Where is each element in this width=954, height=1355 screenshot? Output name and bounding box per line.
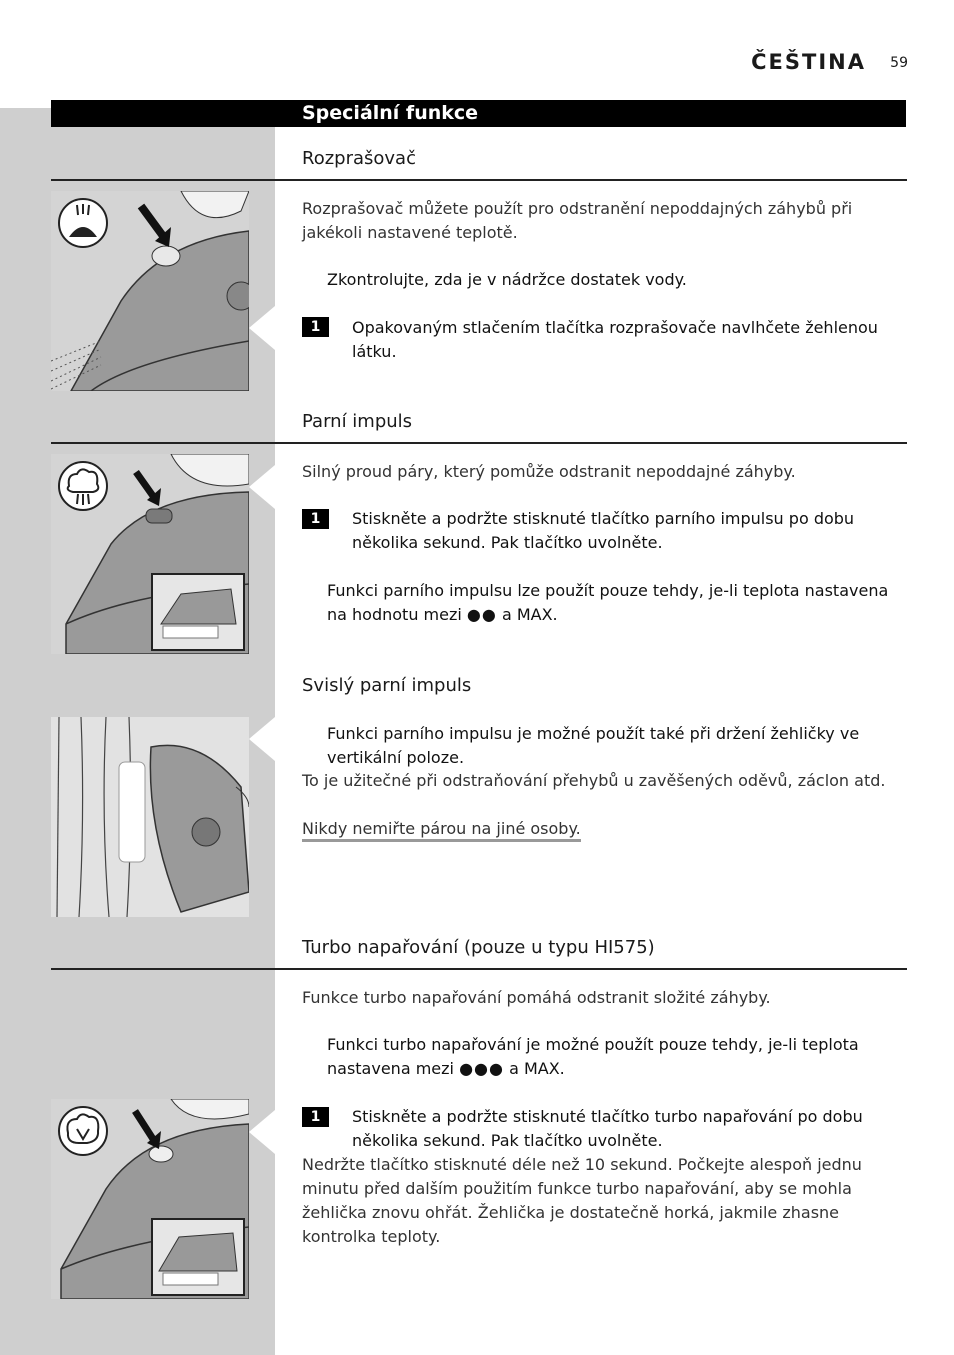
divider — [51, 968, 907, 970]
shot-of-steam-illustration — [51, 454, 249, 654]
shot-step: Stiskněte a podržte stisknuté tlačítko parního impulsu po dobu několika sekund. Pak tlačítko uvolněte. — [352, 509, 855, 552]
heading-turbo-steam: Turbo napařování (pouze u typu HI575) — [302, 937, 655, 958]
turbo-step: Stiskněte a podržte stisknuté tlačítko turbo napařování po dobu několika sekund. Pak tlačítko uvolněte. — [352, 1107, 863, 1150]
vertical-warning: Nikdy nemiřte párou na jiné osoby. — [302, 819, 581, 842]
heading-spray: Rozprašovač — [302, 148, 416, 169]
vertical-text: To je užitečné při odstraňování přehybů u zavěšených oděvů, záclon atd. — [302, 771, 886, 790]
divider — [51, 179, 907, 181]
page-number: 59 — [890, 55, 908, 71]
shot-intro: Silný proud páry, který pomůže odstranit nepoddajné záhyby. — [302, 462, 796, 481]
temperature-dots: ●● — [466, 605, 497, 624]
divider — [51, 442, 907, 444]
step-marker: 1 — [302, 317, 329, 337]
step-marker: 1 — [302, 509, 329, 529]
spray-step: Opakovaným stlačením tlačítka rozprašovače navlhčete žehlenou látku. — [352, 318, 878, 361]
vertical-steam-illustration — [51, 717, 249, 917]
turbo-intro: Funkce turbo napařování pomáhá odstranit složité záhyby. — [302, 988, 771, 1007]
spray-illustration — [51, 191, 249, 391]
turbo-note: Funkci turbo napařování je možné použít pouze tehdy, je-li teplota nastavena mezi ●●● a MAX. — [327, 1035, 859, 1078]
section-title: Speciální funkce — [302, 102, 479, 124]
turbo-steam-illustration — [51, 1099, 249, 1299]
turbo-text: Nedržte tlačítko stisknuté déle než 10 sekund. Počkejte alespoň jednu minutu před dalším použitím funkce turbo napařování, aby se mohla žehlička znovu ohřát. Žehlička je dostatečně horká, jakmile zhasne kontrolka teploty. — [302, 1155, 862, 1246]
shot-note: Funkci parního impulsu lze použít pouze tehdy, je-li teplota nastavena na hodnotu mezi ●● a MAX. — [327, 581, 889, 624]
vertical-note: Funkci parního impulsu je možné použít také při držení žehličky ve vertikální poloze. — [327, 724, 860, 767]
heading-vertical-shot: Svislý parní impuls — [302, 675, 472, 696]
spray-intro: Rozprašovač můžete použít pro odstranění nepoddajných záhybů při jakékoli nastavené teplotě. — [302, 199, 853, 242]
section-bar — [51, 100, 906, 127]
language-label: ČEŠTINA — [751, 50, 866, 74]
step-marker: 1 — [302, 1107, 329, 1127]
temperature-dots: ●●● — [459, 1059, 504, 1078]
spray-note: Zkontrolujte, zda je v nádržce dostatek vody. — [327, 270, 687, 289]
heading-shot-of-steam: Parní impuls — [302, 411, 413, 432]
